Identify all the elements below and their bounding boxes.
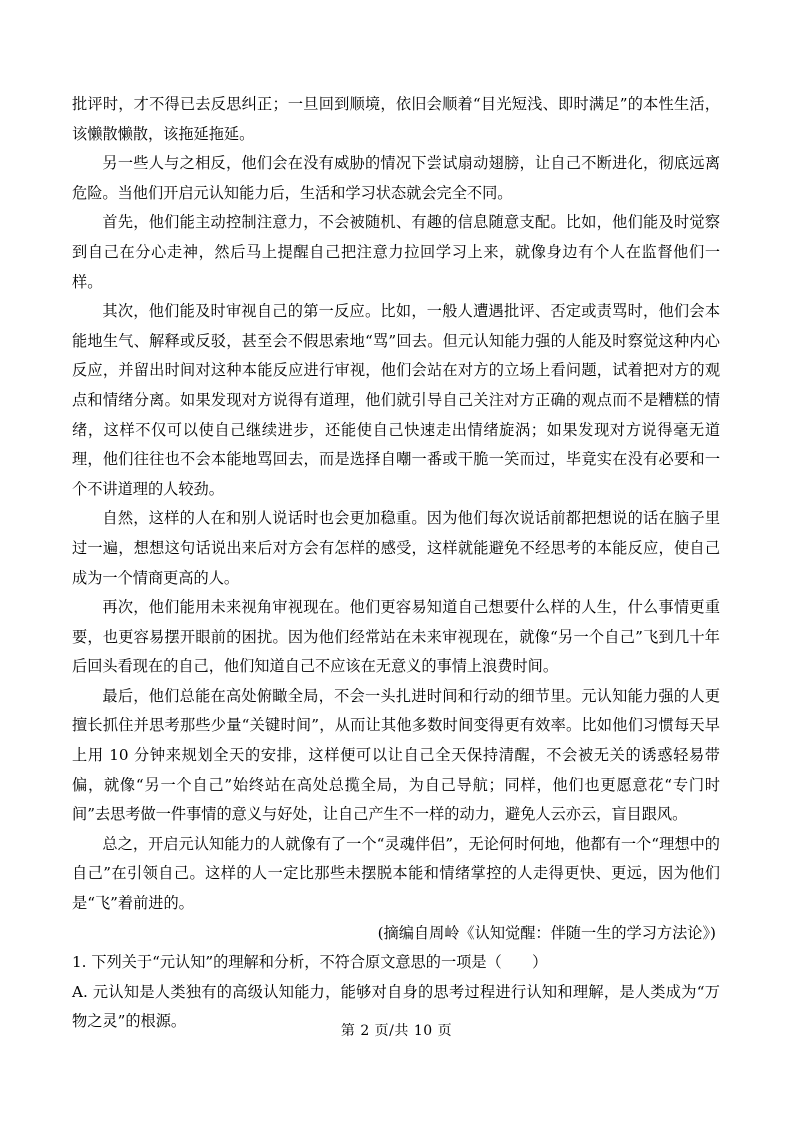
paragraph-5: 自然，这样的人在和别人说话时也会更加稳重。因为他们每次说话前都把想说的话在脑子里过一遍，想想这句话说出来后对方会有怎样的感受，这样就能避免不经思考的本能反应，使自己成为一个情商更高的人。 xyxy=(72,509,720,587)
paragraph-4: 其次，他们能及时审视自己的第一反应。比如，一般人遭遇批评、否定或责骂时，他们会本能地生气、解释或反驳，甚至会不假思索地“骂”回去。但元认知能力强的人能及时察觉这种内心反应，并留出时间对这种本能反应进行审视，他们会站在对方的立场上看问题，试着把对方的观点和情绪分离。如果发现对方说得有道理，他们就引导自己关注对方正确的观点而不是糟糕的情绪，这样不仅可以使自己继续进步，还能使自己快速走出情绪旋涡；如果发现对方说得毫无道理，他们往往也不会本能地骂回去，而是选择自嘲一番或干脆一笑而过，毕竟实在没有必要和一个不讲道理的人较劲。 xyxy=(72,302,720,498)
paragraph-7: 最后，他们总能在高处俯瞰全局，不会一头扎进时间和行动的细节里。元认知能力强的人更擅长抓住并思考那些少量“关键时间”，从而让其他多数时间变得更有效率。比如他们习惯每天早上用 10 分钟来规划全天的安排，这样便可以让自己全天保持清醒，不会被无关的诱惑轻易带偏，就像“另一个自己”始终站在高处总揽全局，为自己导航；同样，他们也更愿意花“专门时间”去思考做一件事情的意义与好处，让自己产生不一样的动力，避免人云亦云，盲目跟风。 xyxy=(72,686,720,824)
paragraph-8: 总之，开启元认知能力的人就像有了一个“灵魂伴侣”，无论何时何地，他都有一个“理想中的自己”在引领自己。这样的人一定比那些未摆脱本能和情绪掌控的人走得更快、更远，因为他们是“飞”着前进的。 xyxy=(72,834,720,913)
source-citation: (摘编自周岭《认知觉醒：伴随一生的学习方法论》) xyxy=(377,923,716,942)
article-body xyxy=(72,90,720,1037)
paragraph-2: 另一些人与之相反，他们会在没有威胁的情况下尝试扇动翅膀，让自己不断进化，彻底远离危险。当他们开启元认知能力后，生活和学习状态就会完全不同。 xyxy=(72,154,720,202)
question-1-option-a: A. 元认知是人类独有的高级认知能力，能够对自身的思考过程进行认知和理解，是人类成为“万物之灵”的根源。 xyxy=(72,982,720,1031)
paragraph-3: 首先，他们能主动控制注意力，不会被随机、有趣的信息随意支配。比如，他们能及时觉察到自己在分心走神，然后马上提醒自己把注意力拉回学习上来，就像身边有个人在监督他们一样。 xyxy=(72,213,720,291)
paragraph-1: 批评时，才不得已去反思纠正；一旦回到顺境，依旧会顺着“目光短浅、即时满足”的本性生活，该懒散懒散，该拖延拖延。 xyxy=(72,95,720,143)
question-1: 1. 下列关于“元认知”的理解和分析，不符合原文意思的一项是（ ） xyxy=(72,953,548,972)
page-number: 第 2 页/共 10 页 xyxy=(340,1023,453,1039)
paragraph-6: 再次，他们能用未来视角审视现在。他们更容易知道自己想要什么样的人生，什么事情更重要，也更容易摆开眼前的困扰。因为他们经常站在未来审视现在，就像“另一个自己”飞到几十年后回头看现在的自己，他们知道自己不应该在无意义的事情上浪费时间。 xyxy=(72,598,720,676)
